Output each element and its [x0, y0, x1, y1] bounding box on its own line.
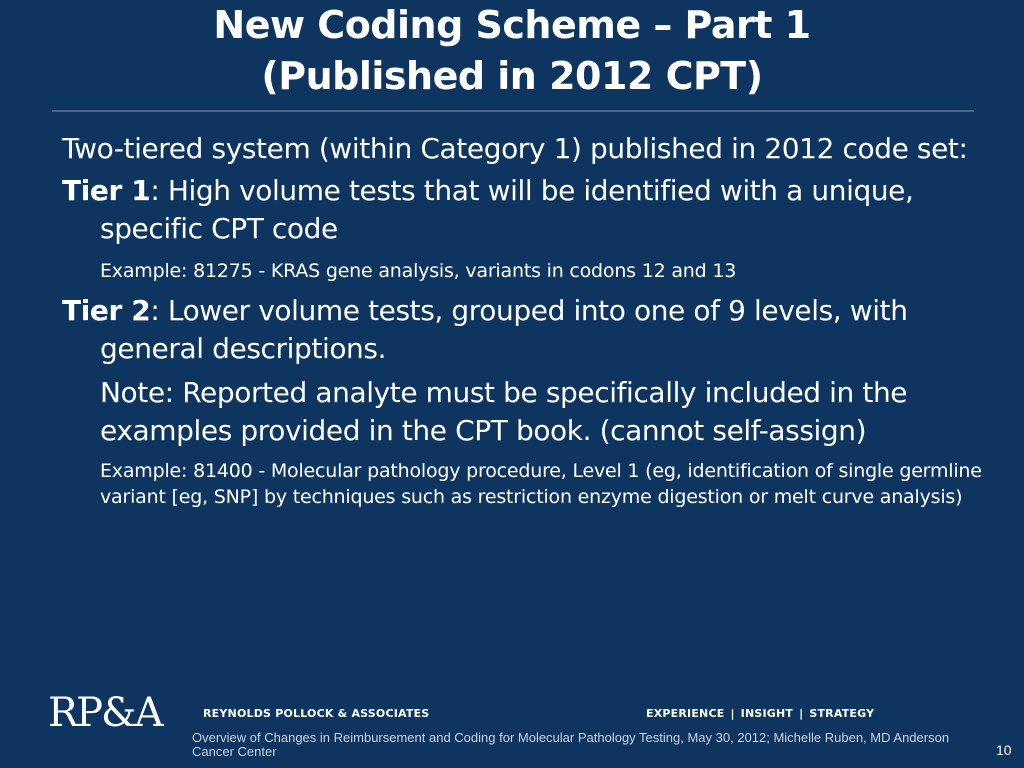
tagline-separator-2: |: [799, 707, 804, 720]
source-citation: Overview of Changes in Reimbursement and Coding for Molecular Pathology Testing, May 30, 2012; Michelle Ruben, MD Anderson Cancer Center: [192, 730, 950, 759]
tier1-label: Tier 1: [62, 174, 151, 207]
tier2-text: : Lower volume tests, grouped into one of 9 levels, with general descriptions.: [100, 294, 908, 365]
slide-title: [0, 0, 1024, 102]
slide-body: [62, 130, 982, 510]
tagline-strategy: STRATEGY: [809, 707, 875, 720]
tier2-bullet: [62, 292, 982, 368]
page-number: 10: [996, 742, 1012, 758]
title-line-1: New Coding Scheme – Part 1: [213, 3, 811, 47]
tier2-note: Note: Reported analyte must be specifically included in the examples provided in the CPT book. (cannot self-assign): [100, 376, 908, 447]
tagline-experience: EXPERIENCE: [646, 707, 725, 720]
tier1-text: : High volume tests that will be identified with a unique, specific CPT code: [100, 174, 914, 245]
intro-bullet: Two-tiered system (within Category 1) published in 2012 code set:: [62, 132, 968, 165]
title-divider: [52, 110, 974, 112]
firm-name: REYNOLDS POLLOCK & ASSOCIATES: [203, 707, 430, 720]
tier2-label: Tier 2: [62, 294, 151, 327]
tier1-bullet: [62, 172, 982, 248]
tagline: [646, 707, 874, 720]
tier1-example: Example: 81275 - KRAS gene analysis, variants in codons 12 and 13: [100, 260, 737, 282]
tagline-insight: INSIGHT: [740, 707, 794, 720]
rpa-logo: RP&A: [48, 690, 162, 736]
tagline-separator-1: |: [730, 707, 735, 720]
tier2-example: Example: 81400 - Molecular pathology procedure, Level 1 (eg, identification of single germline variant [eg, SNP] by techniques such as restriction enzyme digestion or melt curve analysis): [100, 460, 982, 508]
title-line-2: (Published in 2012 CPT): [261, 54, 763, 98]
